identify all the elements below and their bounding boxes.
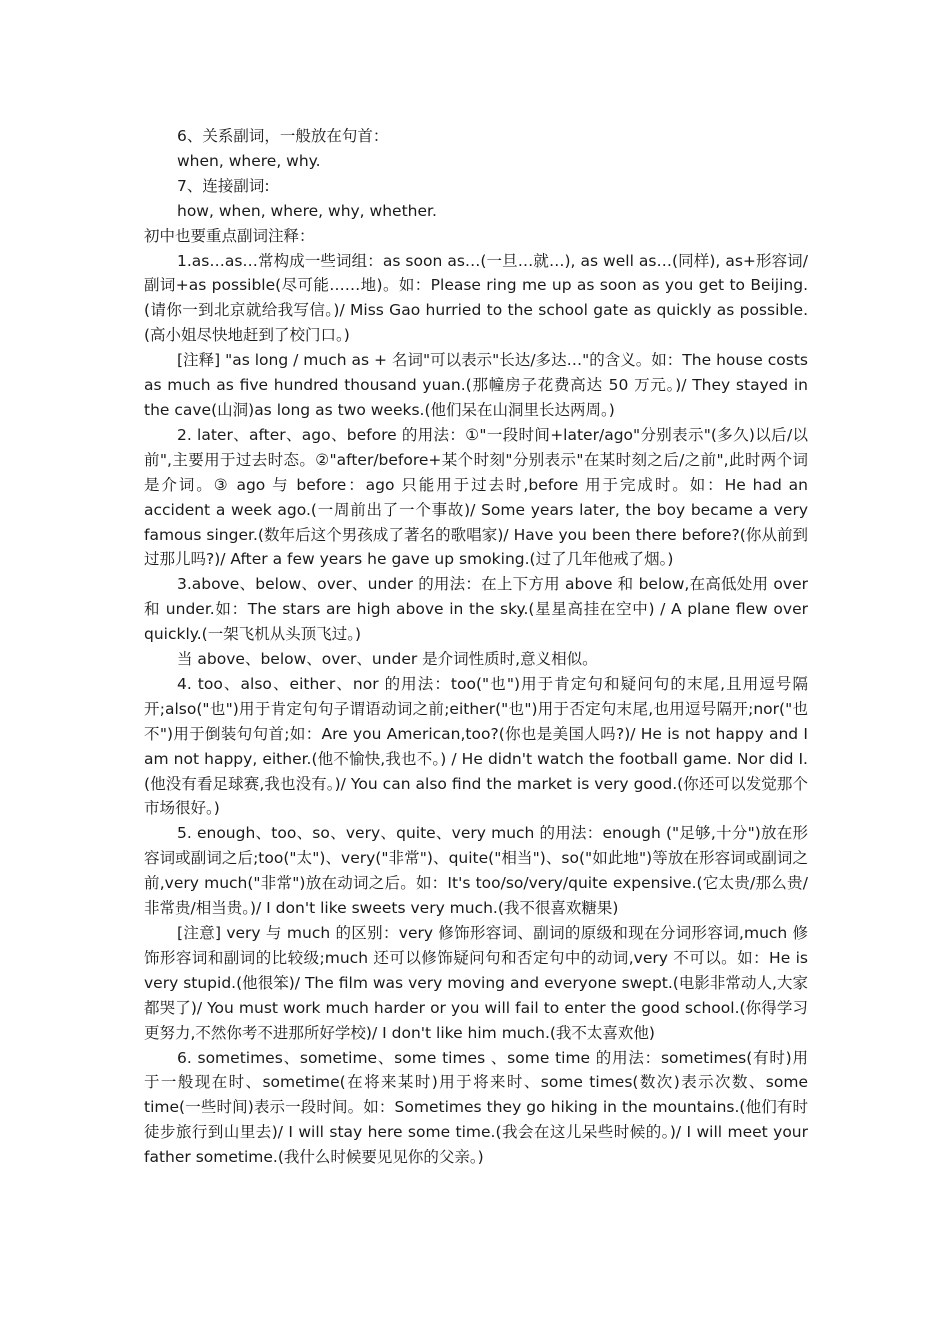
note-too-also-either-nor: 4. too、also、either、nor 的用法：too("也")用于肯定句和疑问句的末尾,且用逗号隔开;also("也")用于肯定句句子谓语动词之前;either("也")用于否定句末尾,也用逗号隔开;nor("也不")用于倒装句句首;如：Are you American,too?(你也是美国人吗?)/ He is not happy and I am not happy, either.(他不愉快,我也不。) / He didn't watch the football game. Nor did I.(他没有看足球赛,我也没有。)/ You can also find the market is very good.(你还可以发觉那个市场很好。) [144, 674, 808, 818]
note-very-vs-much: [注意] very 与 much 的区别：very 修饰形容词、副词的原级和现在分词形容词,much 修饰形容词和副词的比较级;much 还可以修饰疑问句和否定句中的动词,very 不可以。如：He is very stupid.(他很笨)/ The film was very moving and everyone swept.(电影非常动人,大家都哭了)/ You must work much harder or you will fail to enter the good school.(你得学习更努力,不然你考不进那所好学校)/ I don't like him much.(我不太喜欢他) [144, 924, 808, 1042]
note-enough-too-so-very: 5. enough、too、so、very、quite、very much 的用法：enough ("足够,十分")放在形容词或副词之后;too("太")、very("非常")、quite("相当")、so("如此地")等放在形容词或副词之前,very much("非常")放在动词之后。如：It's too/so/very/quite expensive.(它太贵/那么贵/非常贵/相当贵。)/ I don't like sweets very much.(我不很喜欢糖果) [144, 824, 808, 918]
note-above-below-over-under: 3.above、below、over、under 的用法：在上下方用 above 和 below,在高低处用 over 和 under.如：The stars are high above in the sky.(星星高挂在空中) / A plane flew over quickly.(一架飞机从头顶飞过。) [144, 575, 808, 644]
conjunctive-adverbs-list: how, when, where, why, whether. [177, 201, 437, 220]
note-later-after-ago-before: 2. later、after、ago、before 的用法：①"一段时间+later/ago"分别表示"(多久)以后/以前",主要用于过去时态。②"after/before+某个时刻"分别表示"在某时刻之后/之前",此时两个词是介词。③ ago 与 before：ago 只能用于过去时,before 用于完成时。如：He had an accident a week ago.(一周前出了一个事故)/ Some years later, the boy became a very famous singer.(数年后这个男孩成了著名的歌唱家)/ Have you been there before?(你从前到过那儿吗?)/ After a few years he gave up smoking.(过了几年他戒了烟。) [144, 425, 808, 569]
heading-relative-adverbs: 6、关系副词，一般放在句首： [177, 127, 389, 145]
heading-conjunctive-adverbs: 7、连接副词: [177, 176, 270, 195]
relative-adverbs-list: when, where, why. [177, 151, 321, 170]
document-body [144, 124, 808, 1170]
note-as-as: 1.as…as…常构成一些词组：as soon as…(一旦…就…), as well as…(同样), as+形容词/副词+as possible(尽可能……地)。如：Please ring me up as soon as you get to Beijing.(请你一到北京就给我写信。)/ Miss Gao hurried to the school gate as quickly as possible.(高小姐尽快地赶到了校门口。) [144, 251, 808, 345]
note-prepositions-similar: 当 above、below、over、under 是介词性质时,意义相似。 [177, 650, 598, 669]
note-sometimes-sometime: 6. sometimes、sometime、some times 、some time 的用法：sometimes(有时)用于一般现在时、sometime(在将来某时)用于将来时、some times(数次)表示次数、some time(一些时间)表示一段时间。如：Sometimes they go hiking in the mountains.(他们有时徒步旅行到山里去)/ I will stay here some time.(我会在这儿呆些时候的。)/ I will meet your father sometime.(我什么时候要见见你的父亲。) [144, 1048, 808, 1167]
note-as-long-much: [注释] "as long / much as + 名词"可以表示"长达/多达…"的含义。如：The house costs as much as five hundred thousand yuan.(那幢房子花费高达 50 万元。)/ They stayed in the cave(山洞)as long as two weeks.(他们呆在山洞里长达两周。) [144, 351, 808, 419]
section-heading-key-adverbs: 初中也要重点副词注释： [144, 226, 315, 245]
